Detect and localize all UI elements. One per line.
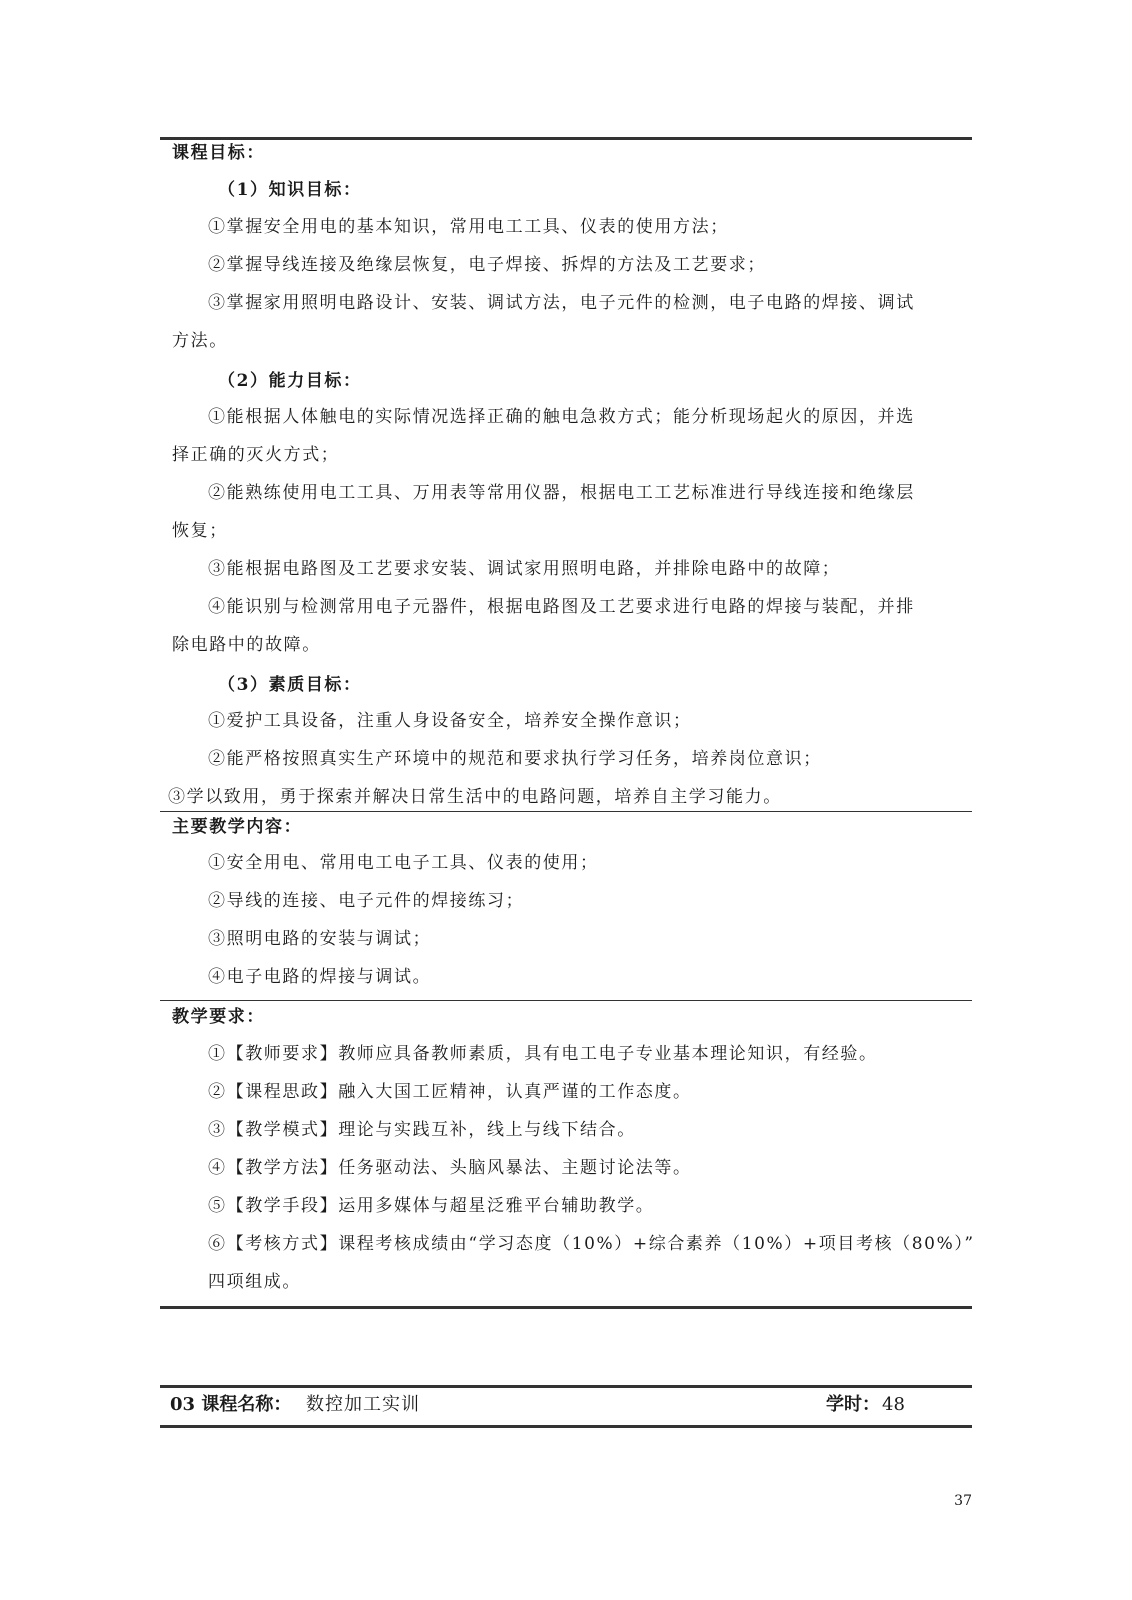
table-top-border <box>160 137 972 140</box>
quality-goal-item: ②能严格按照真实生产环境中的规范和要求执行学习任务，培养岗位意识； <box>208 749 822 769</box>
course-header-bottom-border <box>160 1425 972 1428</box>
quality-goal-item: ③学以致用，勇于探索并解决日常生活中的电路问题，培养自主学习能力。 <box>168 787 782 807</box>
main-content-item: ②导线的连接、电子元件的焊接练习； <box>208 891 525 911</box>
section-divider <box>160 811 972 812</box>
section-divider <box>160 1000 972 1001</box>
ability-goal-item: ④能识别与检测常用电子元器件，根据电路图及工艺要求进行电路的焊接与装配，并排 <box>208 597 915 617</box>
table-bottom-border <box>160 1306 972 1309</box>
main-content-heading: 主要教学内容： <box>172 817 303 837</box>
knowledge-goal-item: ②掌握导线连接及绝缘层恢复，电子焊接、拆焊的方法及工艺要求； <box>208 255 766 275</box>
teaching-requirement-item-continued: 四项组成。 <box>208 1272 301 1292</box>
ability-goal-item-continued: 除电路中的故障。 <box>172 635 321 655</box>
teaching-requirement-item: ⑥【考核方式】课程考核成绩由“学习态度（10%）+综合素养（10%）+项目考核（80%）” <box>208 1234 975 1254</box>
quality-goal-item: ①爱护工具设备，注重人身设备安全，培养安全操作意识； <box>208 711 692 731</box>
course-name-label: 03 课程名称： <box>170 1394 292 1415</box>
ability-goal-item: ②能熟练使用电工工具、万用表等常用仪器，根据电工工艺标准进行导线连接和绝缘层 <box>208 483 915 503</box>
course-hours-label: 学时： <box>826 1394 880 1415</box>
knowledge-goals-title: （1）知识目标： <box>218 180 362 200</box>
quality-goals-title: （3）素质目标： <box>218 675 362 695</box>
teaching-requirement-item: ①【教师要求】教师应具备教师素质，具有电工电子专业基本理论知识，有经验。 <box>208 1044 878 1064</box>
ability-goal-item-continued: 恢复； <box>172 521 228 541</box>
ability-goals-title: （2）能力目标： <box>218 371 362 391</box>
ability-goal-item-continued: 择正确的灭火方式； <box>172 445 340 465</box>
knowledge-goal-item: ③掌握家用照明电路设计、安装、调试方法，电子元件的检测，电子电路的焊接、调试 <box>208 293 915 313</box>
course-hours-value: 48 <box>882 1394 905 1415</box>
teaching-requirements-heading: 教学要求： <box>172 1007 265 1027</box>
course-header-top-border <box>160 1385 972 1388</box>
page-number: 37 <box>954 1493 972 1509</box>
main-content-item: ③照明电路的安装与调试； <box>208 929 432 949</box>
ability-goal-item: ①能根据人体触电的实际情况选择正确的触电急救方式；能分析现场起火的原因，并选 <box>208 407 915 427</box>
main-content-item: ①安全用电、常用电工电子工具、仪表的使用； <box>208 853 599 873</box>
knowledge-goal-item-continued: 方法。 <box>172 331 228 351</box>
main-content-item: ④电子电路的焊接与调试。 <box>208 967 432 987</box>
teaching-requirement-item: ②【课程思政】融入大国工匠精神，认真严谨的工作态度。 <box>208 1082 692 1102</box>
teaching-requirement-item: ⑤【教学手段】运用多媒体与超星泛雅平台辅助教学。 <box>208 1196 655 1216</box>
ability-goal-item: ③能根据电路图及工艺要求安装、调试家用照明电路，并排除电路中的故障； <box>208 559 841 579</box>
course-name-value: 数控加工实训 <box>306 1394 420 1415</box>
teaching-requirement-item: ④【教学方法】任务驱动法、头脑风暴法、主题讨论法等。 <box>208 1158 692 1178</box>
knowledge-goal-item: ①掌握安全用电的基本知识，常用电工工具、仪表的使用方法； <box>208 217 729 237</box>
course-goals-heading: 课程目标： <box>172 143 265 163</box>
teaching-requirement-item: ③【教学模式】理论与实践互补，线上与线下结合。 <box>208 1120 636 1140</box>
